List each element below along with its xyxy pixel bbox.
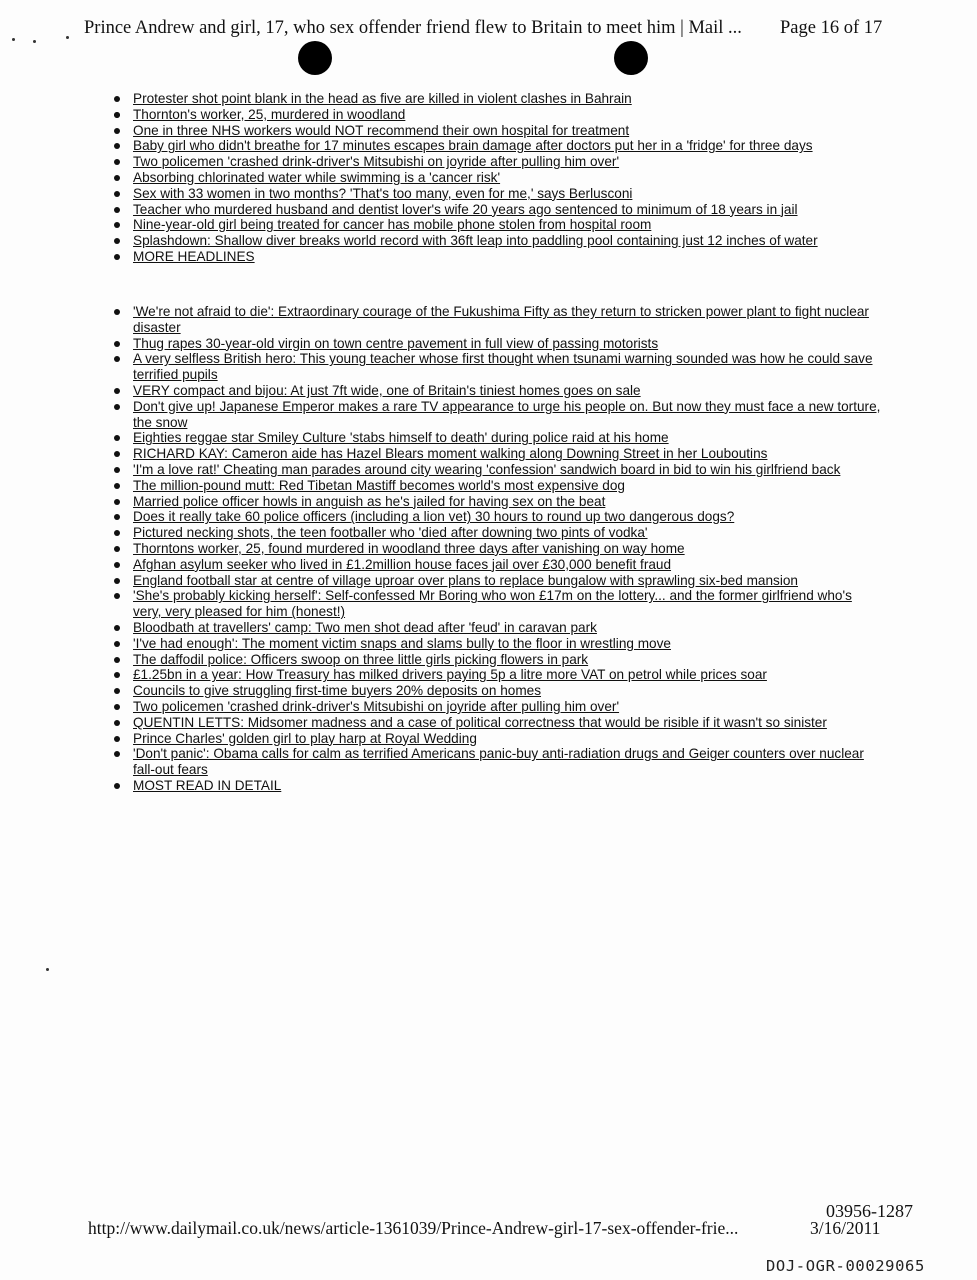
- list-item: [113, 636, 883, 652]
- source-url: http://www.dailymail.co.uk/news/article-1361039/Prince-Andrew-girl-17-sex-offender-frie...: [88, 1218, 739, 1238]
- headlines-list: [113, 91, 883, 265]
- list-item: [113, 91, 883, 107]
- list-item: [113, 336, 883, 352]
- list-item: [113, 778, 883, 794]
- punch-hole-right: [614, 41, 648, 75]
- headline-link[interactable]: 'I've had enough': The moment victim snaps and slams bully to the floor in wrestling move: [133, 635, 671, 651]
- document-code: 03956-1287: [826, 1201, 913, 1221]
- headline-link[interactable]: England football star at centre of village uproar over plans to replace bungalow with sprawling six-bed mansion: [133, 572, 798, 588]
- list-item: [113, 731, 883, 747]
- list-item: [113, 557, 883, 573]
- list-item: [113, 217, 883, 233]
- list-item: [113, 233, 883, 249]
- headline-link[interactable]: 'I'm a love rat!' Cheating man parades around city wearing 'confession' sandwich board in bid to win his girlfriend back: [133, 461, 841, 477]
- headline-link[interactable]: Eighties reggae star Smiley Culture 'stabs himself to death' during police raid at his home: [133, 430, 669, 446]
- list-item: [113, 430, 883, 446]
- headline-link[interactable]: Thug rapes 30-year-old virgin on town centre pavement in full view of passing motorists: [133, 335, 659, 351]
- headline-link[interactable]: The daffodil police: Officers swoop on three little girls picking flowers in park: [133, 651, 589, 667]
- list-item: [113, 107, 883, 123]
- headline-link[interactable]: Nine-year-old girl being treated for cancer has mobile phone stolen from hospital room: [133, 217, 652, 233]
- headline-link[interactable]: 'She's probably kicking herself': Self-confessed Mr Boring who won £17m on the lottery... and the former girlfriend who's very, very pleased for him (honest!): [133, 588, 852, 620]
- list-item: [113, 541, 883, 557]
- headline-link[interactable]: Protester shot point blank in the head as five are killed in violent clashes in Bahrain: [133, 91, 632, 106]
- print-date: 3/16/2011: [810, 1218, 881, 1238]
- scan-speck: [66, 36, 69, 39]
- headline-link[interactable]: Two policemen 'crashed drink-driver's Mitsubishi on joyride after pulling him over': [133, 154, 620, 170]
- list-item: [113, 249, 883, 265]
- list-item: [113, 138, 883, 154]
- headline-link[interactable]: Baby girl who didn't breathe for 17 minutes escapes brain damage after doctors put her in a 'fridge' for three days: [133, 138, 813, 154]
- list-item: [113, 304, 883, 336]
- headline-link[interactable]: The million-pound mutt: Red Tibetan Mastiff becomes world's most expensive dog: [133, 477, 625, 493]
- headline-link[interactable]: Afghan asylum seeker who lived in £1.2million house faces jail over £30,000 benefit fraud: [133, 556, 672, 572]
- headline-link[interactable]: Splashdown: Shallow diver breaks world record with 36ft leap into paddling pool containing just 12 inches of water: [133, 233, 818, 249]
- list-item: [113, 462, 883, 478]
- list-item: [113, 699, 883, 715]
- headline-link[interactable]: VERY compact and bijou: At just 7ft wide, one of Britain's tiniest homes goes on sale: [133, 382, 641, 398]
- list-item: [113, 494, 883, 510]
- page-number: Page 16 of 17: [780, 18, 883, 38]
- headline-link[interactable]: Absorbing chlorinated water while swimming is a 'cancer risk': [133, 169, 501, 185]
- list-item: [113, 509, 883, 525]
- list-item: [113, 667, 883, 683]
- list-item: [113, 620, 883, 636]
- bates-number: DOJ-OGR-00029065: [766, 1257, 925, 1275]
- headline-link[interactable]: Bloodbath at travellers' camp: Two men shot dead after 'feud' in caravan park: [133, 619, 597, 635]
- page-title: Prince Andrew and girl, 17, who sex offender friend flew to Britain to meet him | Mail ...: [84, 18, 742, 38]
- headline-link[interactable]: Does it really take 60 police officers (including a lion vet) 30 hours to round up two dangerous dogs?: [133, 509, 735, 525]
- list-item: [113, 383, 883, 399]
- headline-link[interactable]: Councils to give struggling first-time buyers 20% deposits on homes: [133, 683, 542, 699]
- headline-link[interactable]: Sex with 33 women in two months? 'That's too many, even for me,' says Berlusconi: [133, 185, 633, 201]
- list-item: [113, 202, 883, 218]
- scan-speck: [33, 40, 36, 43]
- headline-link[interactable]: 'Don't panic': Obama calls for calm as terrified Americans panic-buy anti-radiation drugs and Geiger counters over nuclear fall-out fears: [133, 746, 864, 778]
- page-header: [84, 18, 904, 39]
- headline-link[interactable]: A very selfless British hero: This young teacher whose first thought when tsunami warning sounded was how he could save terrified pupils: [133, 351, 873, 383]
- list-item: [113, 351, 883, 383]
- list-item: [113, 446, 883, 462]
- headline-link[interactable]: MORE HEADLINES: [133, 248, 255, 264]
- headline-link[interactable]: Married police officer howls in anguish as he's jailed for having sex on the beat: [133, 493, 606, 509]
- headline-link[interactable]: Thorntons worker, 25, found murdered in woodland three days after vanishing on way home: [133, 540, 685, 556]
- list-item: [113, 154, 883, 170]
- list-item: [113, 588, 883, 620]
- headline-link[interactable]: RICHARD KAY: Cameron aide has Hazel Blears moment walking along Downing Street in her Louboutins: [133, 446, 768, 462]
- headline-link[interactable]: Two policemen 'crashed drink-driver's Mitsubishi on joyride after pulling him over': [133, 698, 620, 714]
- headline-link[interactable]: QUENTIN LETTS: Midsomer madness and a case of political correctness that would be risible if it wasn't so sinister: [133, 714, 827, 730]
- list-item: [113, 652, 883, 668]
- list-item: [113, 399, 883, 431]
- list-item: [113, 478, 883, 494]
- scan-speck: [46, 968, 49, 971]
- list-item: [113, 123, 883, 139]
- headline-link[interactable]: 'We're not afraid to die': Extraordinary courage of the Fukushima Fifty as they return to stricken power plant to fight nuclear disaster: [133, 304, 869, 335]
- list-item: [113, 525, 883, 541]
- list-item: [113, 746, 883, 778]
- headline-link[interactable]: Teacher who murdered husband and dentist lover's wife 20 years ago sentenced to minimum of 18 years in jail: [133, 201, 798, 217]
- headline-link[interactable]: Prince Charles' golden girl to play harp at Royal Wedding: [133, 730, 477, 746]
- list-item: [113, 683, 883, 699]
- scan-speck: [12, 38, 15, 41]
- headline-link[interactable]: One in three NHS workers would NOT recommend their own hospital for treatment: [133, 122, 630, 138]
- list-item: [113, 573, 883, 589]
- most-read-list: [113, 304, 883, 794]
- list-item: [113, 715, 883, 731]
- headline-link[interactable]: MOST READ IN DETAIL: [133, 777, 282, 793]
- punch-hole-left: [298, 41, 332, 75]
- page-footer: [88, 1218, 908, 1239]
- headline-link[interactable]: £1.25bn in a year: How Treasury has milked drivers paying 5p a litre more VAT on petrol while prices soar: [133, 667, 767, 683]
- list-item: [113, 186, 883, 202]
- headline-link[interactable]: Pictured necking shots, the teen footballer who 'died after downing two pints of vodka': [133, 525, 648, 541]
- list-item: [113, 170, 883, 186]
- headline-link[interactable]: Thornton's worker, 25, murdered in woodland: [133, 106, 406, 122]
- headline-link[interactable]: Don't give up! Japanese Emperor makes a rare TV appearance to urge his people on. But now they must face a new torture, the snow: [133, 398, 881, 430]
